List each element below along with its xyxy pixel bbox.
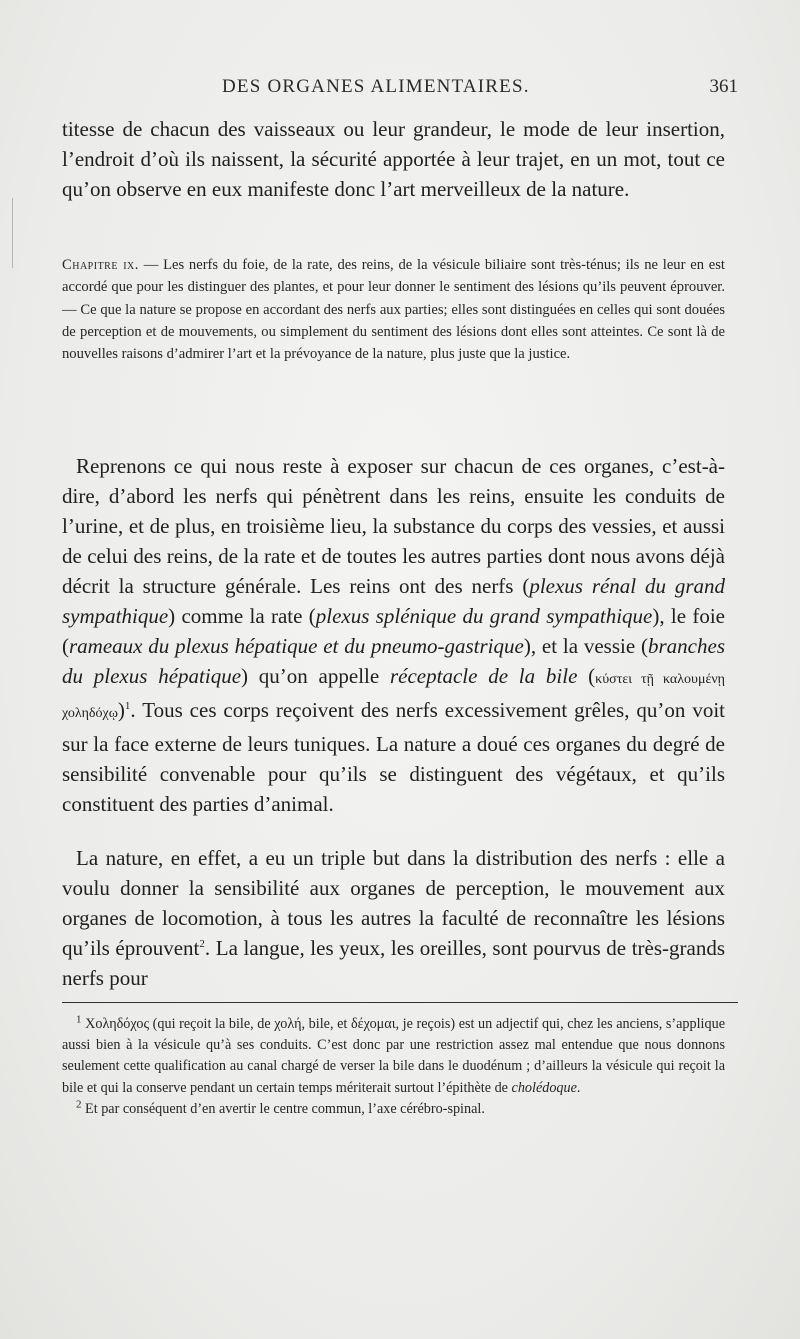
text-run: ), le foie ( [62,604,726,658]
page-number: 361 [709,76,738,97]
page-header [62,76,738,104]
italic-gloss: plexus rénal du grand sympathique [62,574,726,628]
text-run: . Tous ces corps reçoivent des nerfs excessivement grêles, qu’on voit sur la face externe de leurs tuniques. La nature a doué ces organes du degré de sensibilité convenable pour qu’ils se distinguent des végétaux, et qu’ils constituent des parties d’animal. [62,698,725,816]
text-run: ( [577,664,596,688]
italic-gloss: branches du plexus hépatique [62,634,725,688]
chapter-label: Chapitre ix. [62,257,139,273]
text-run: . La langue, les yeux, les oreilles, sont pourvus de très-grands nerfs pour [62,936,725,990]
italic-term: réceptacle de la bile [389,664,578,688]
footnote-1-mark: 1 [76,1013,82,1026]
paragraph-continued: titesse de chacun des vaisseaux ou leur grandeur, le mode de leur insertion, l’endroit d’où ils naissent, la sécurité apportée à leur trajet, en un mot, tout ce qu’on observe en eux manifeste donc l’art merveilleux de la nature. [62,117,725,201]
italic-gloss: rameaux du plexus hépatique et du pneumo-gastrique [69,634,524,658]
text-run: ), et la vessie ( [523,634,648,658]
footnote-1 [62,1014,725,1099]
text-run: ) [117,698,125,722]
footnote-1-text: Χοληδόχος (qui reçoit la bile, de χολή, bile, et δέχομαι, je reçois) est un adjectif qui, chez les anciens, s’applique aussi bien à la vésicule qu’à ses conduits. C’est donc par une restriction assez mal entendue que nous donnons seulement cette qualification au canal chargé de verser la bile dans le duodénum ; d’ailleurs la vésicule qui reçoit la bile et qui la conserve pendant un certain temps mériterait surtout l’épithète de [62,1016,725,1096]
text-run: La nature, en effet, a eu un triple but dans la distribution des nerfs : elle a voulu donner la sensibilité aux organes de perception, le mouvement aux organes de locomotion, à tous les autres la faculté de reconnaître les lésions qu’ils éprouvent [62,846,725,960]
footnote-2-mark: 2 [76,1098,82,1111]
footnote-ref-2[interactable]: 2 [199,938,205,950]
chapter-summary-text: — Les nerfs du foie, de la rate, des reins, de la vésicule biliaire sont très-ténus; ils ne leur en est accordé que pour les distinguer des plantes, et pour leur donner le sentiment des lésions qu’ils peuvent éprouver. — Ce que la nature se propose en accordant des nerfs aux parties; elles sont distinguées en celles qui sont douées de perception et de mouvements, ou simplement du sentiment des lésions dont elles sont atteintes. Ce sont là de nouvelles raisons d’admirer l’art et la prévoyance de la nature, plus juste que la justice. [62,257,725,363]
footnotes [62,1014,725,1120]
text-run: ) comme la rate ( [168,604,316,628]
margin-mark [12,198,13,268]
chapter-summary [62,254,725,365]
footnote-2-text: Et par conséquent d’en avertir le centre commun, l’axe cérébro-spinal. [81,1100,485,1117]
greek-quotation: κύστει τῇ καλουμένῃ χοληδόχῳ [62,672,725,721]
footnote-2 [62,1099,725,1120]
paragraph-reprenons [62,451,725,819]
text-run: . [576,1079,581,1096]
footnote-1-italic: cholédoque [511,1079,577,1096]
text-run: Reprenons ce qui nous reste à exposer sur chacun de ces organes, c’est-à-dire, d’abord les nerfs qui pénètrent dans les reins, ensuite les conduits de l’urine, et de plus, en troisième lieu, la substance du corps des vessies, et aussi de celui des reins, de la rate et de toutes les autres parties dont nous avons déjà décrit la structure générale. Les reins ont des nerfs ( [62,454,725,598]
paragraph-la-nature [62,843,725,993]
text-run: ) qu’on appelle [241,664,390,688]
footnote-ref-1[interactable]: 1 [124,700,131,712]
footnote-divider [62,1002,738,1003]
running-title: DES ORGANES ALIMENTAIRES. [222,76,530,97]
italic-gloss: plexus splénique du grand sympathique [315,604,653,628]
